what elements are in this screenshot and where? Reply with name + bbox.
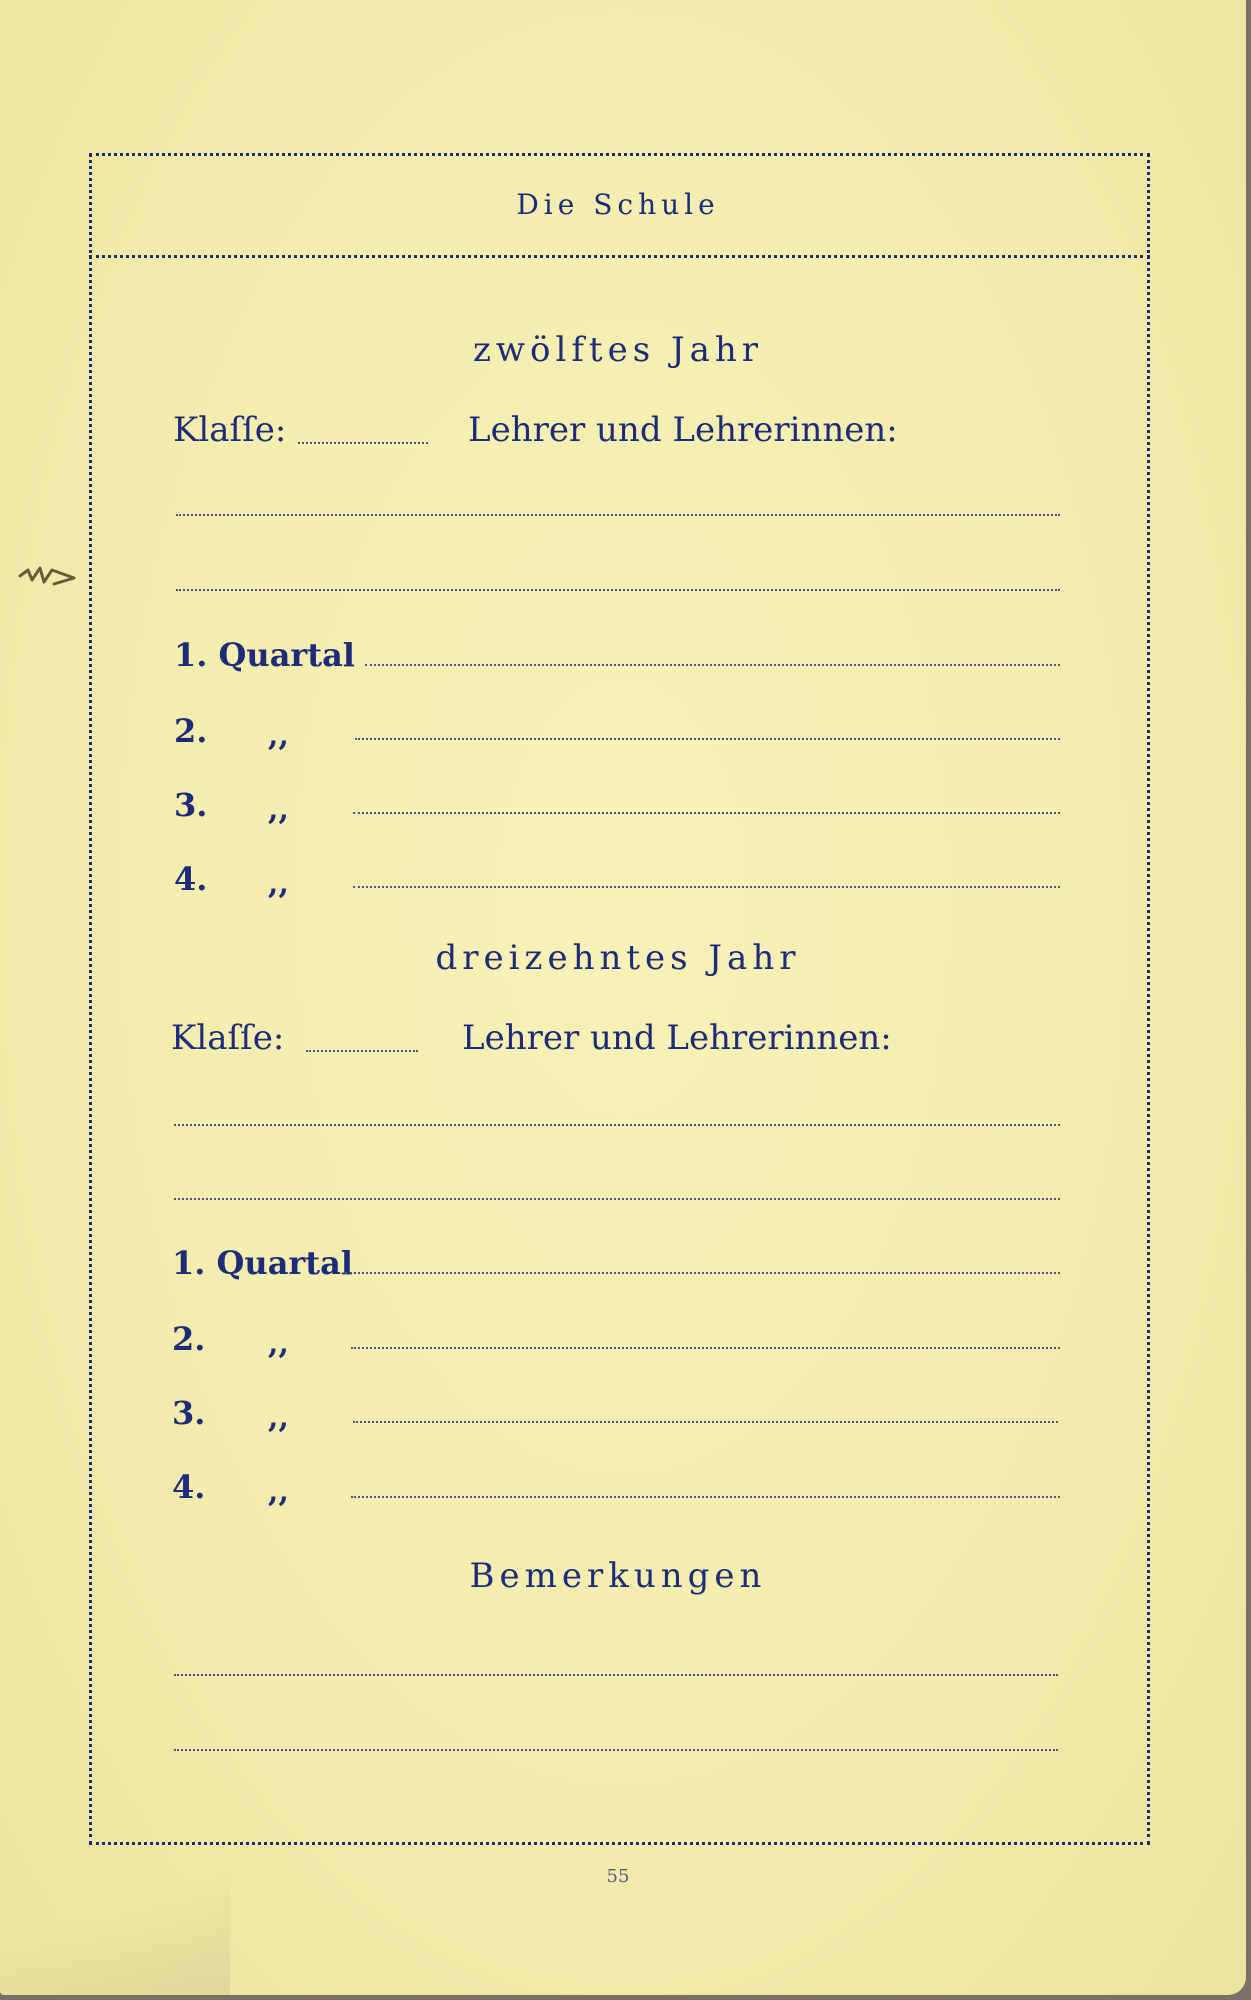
ditto-mark: ,,: [268, 1474, 289, 1509]
ditto-mark: ,,: [268, 792, 289, 827]
quarter-fill-line[interactable]: [353, 812, 1060, 814]
class-label: Klaſſe:: [171, 1018, 285, 1058]
quarter-label: 2.: [174, 712, 208, 750]
teachers-label: Lehrer und Lehrerinnen:: [462, 1018, 892, 1058]
teachers-fill-line[interactable]: [176, 514, 1060, 516]
quarter-label: 3.: [174, 786, 208, 824]
class-fill-line[interactable]: [298, 442, 428, 444]
quarter-label: 1. Quartal: [172, 1244, 353, 1282]
remarks-fill-line[interactable]: [174, 1749, 1058, 1751]
ditto-mark: ,,: [268, 866, 289, 901]
teachers-fill-line[interactable]: [176, 589, 1060, 591]
ditto-mark: ,,: [268, 1326, 289, 1361]
section-heading-year-12: zwölftes Jahr: [472, 330, 764, 370]
header-divider: [89, 255, 1150, 258]
pencil-margin-mark: [18, 558, 76, 596]
section-heading-year-13: dreizehntes Jahr: [435, 938, 801, 978]
quarter-label: 4.: [172, 1468, 206, 1506]
quarter-fill-line[interactable]: [355, 738, 1060, 740]
page-number: 55: [606, 1866, 630, 1887]
quarter-label: 2.: [172, 1320, 206, 1358]
quarter-fill-line[interactable]: [353, 886, 1060, 888]
page-header-title: Die Schule: [516, 188, 720, 221]
quarter-fill-line[interactable]: [365, 664, 1060, 666]
teachers-fill-line[interactable]: [174, 1124, 1060, 1126]
quarter-fill-line[interactable]: [351, 1496, 1060, 1498]
teachers-label: Lehrer und Lehrerinnen:: [468, 410, 898, 450]
quarter-fill-line[interactable]: [345, 1272, 1060, 1274]
quarter-label: 3.: [172, 1394, 206, 1432]
teachers-fill-line[interactable]: [174, 1198, 1060, 1200]
quarter-fill-line[interactable]: [353, 1421, 1058, 1423]
ditto-mark: ,,: [268, 718, 289, 753]
class-fill-line[interactable]: [306, 1050, 418, 1052]
class-label: Klaſſe:: [173, 410, 287, 450]
quarter-label: 4.: [174, 860, 208, 898]
remarks-heading: Bemerkungen: [469, 1556, 767, 1596]
quarter-label: 1. Quartal: [174, 636, 355, 674]
quarter-fill-line[interactable]: [351, 1347, 1060, 1349]
ditto-mark: ,,: [268, 1400, 289, 1435]
remarks-fill-line[interactable]: [174, 1674, 1058, 1676]
